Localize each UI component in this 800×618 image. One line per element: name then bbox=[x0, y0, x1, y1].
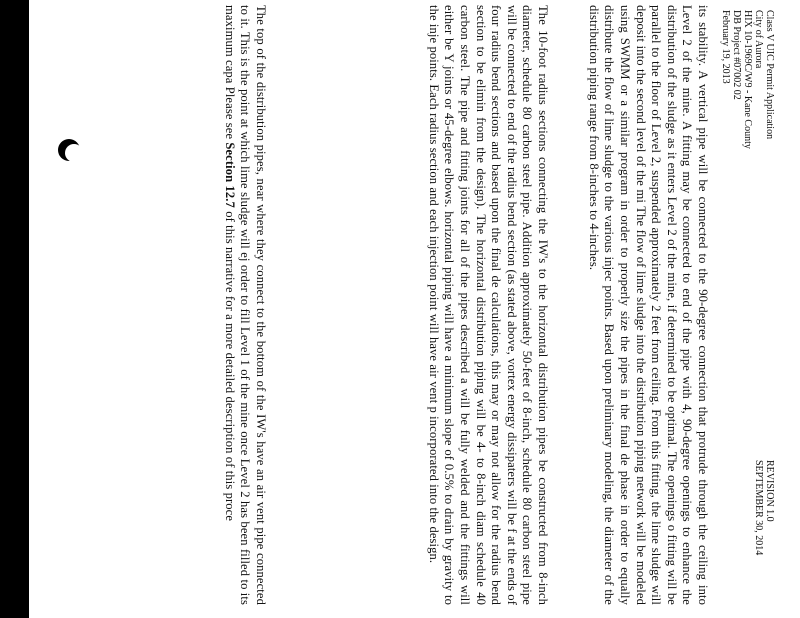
header-right bbox=[753, 460, 775, 610]
revision-label: REVISION 1.0 bbox=[764, 460, 775, 522]
header-left bbox=[720, 10, 775, 270]
section-reference: Section 12.7 bbox=[222, 142, 237, 208]
header-line-1: Class V UIC Permit Application bbox=[764, 10, 775, 140]
header-line-2: City of Aurora bbox=[753, 10, 764, 69]
header-line-5: February 19, 2013 bbox=[720, 10, 731, 84]
paragraph-2: The 10-foot radius sections connecting the IW's to the horizontal distribution pipes be constructed from 8-inch diameter, schedule 80 carbon steel pipe. Addition approximately 50-feet of 8-inch, schedule 80 carbon steel pipe will be connected to end of the radius bend section (as stated above, vortex energy dissipaters will be f at the ends of four radius bend sections and based upon the final de calculations, this may or may not allow for the radius bend section to be elimin from the design). The horizontal distribution piping will be 4- to 8-inch diam schedule 40 carbon steel. The pipe and fitting joints for all of the pipes described a will be fully welded and the fittings will either be Y joints or 45-degree elbows. horizontal piping will have a minimum slope of 0.5% to drain by gravity to the inje points. Each radius section and each injection point will have air vent p incorporated into the design. bbox=[426, 5, 550, 605]
header-line-4: DB Project #07002 02 bbox=[731, 10, 742, 100]
paragraph-3-text-b: of this narrative for a more detailed description of this proce bbox=[222, 207, 237, 522]
paragraph-3 bbox=[221, 5, 268, 605]
paragraph-3-text-a: The top of the distribution pipes, near where they connect to the bottom of the IW's have an air vent pipe connected to it. This is the point at which lime sludge will ej order to fill Level 1 of the mine once Level 2 has been filled to its maximum capa Please see bbox=[222, 5, 268, 605]
revision-date: SEPTEMBER 30, 2014 bbox=[753, 460, 764, 556]
header-line-3: HIX 10-1969C/W9 - Kane County bbox=[742, 10, 753, 149]
paragraph-1: its stability. A vertical pipe will be connected to the 90-degree connection that protrude through the ceiling into Level 2 of the mine. A fitting may be connected to end of the pipe with 4, 90-degree openings to enhance the distribution of the sludge as it enters Level 2 of the mine, if determined to be optimal. The openings o fitting will be parallel to the floor of Level 2, suspended approximately 2 feet from ceiling. From this fitting, the lime sludge will deposit into the second level of the mi The flow of lime sludge into the distribution piping network will be modeled using SWMM or a similar program in order to properly size the pipes in the final de phase in order to equally distribute the flow of lime sludge to the various injec points. Based upon preliminary modeling, the diameter of the distribution piping range from 8-inches to 4-inches. bbox=[586, 5, 710, 605]
